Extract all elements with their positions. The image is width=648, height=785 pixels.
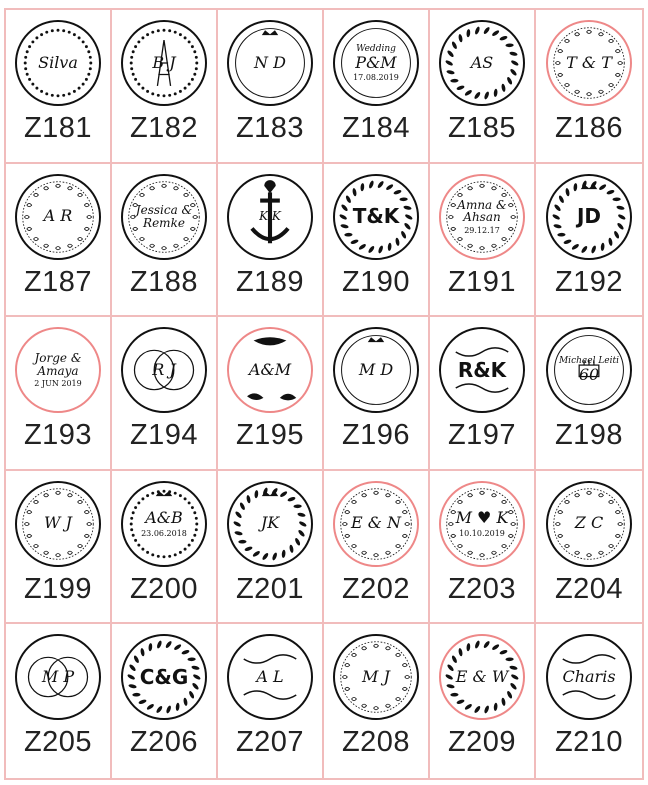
seal-monogram: Amna & Ahsan — [457, 197, 507, 225]
seal-monogram: Jorge & Amaya — [34, 351, 82, 378]
seal-monogram: Silva — [38, 52, 78, 72]
wax-seal-design — [546, 174, 632, 260]
seal-item[interactable] — [536, 10, 642, 164]
seal-monogram-block — [353, 206, 400, 227]
wax-seal-design — [439, 481, 525, 567]
seal-item[interactable] — [6, 10, 112, 164]
seal-item[interactable] — [218, 624, 324, 778]
seal-monogram-block — [152, 359, 176, 379]
seal-monogram-block — [562, 666, 616, 686]
seal-item[interactable] — [6, 317, 112, 471]
wax-seal-design — [227, 174, 313, 260]
seal-code-label: Z201 — [235, 572, 305, 605]
seal-code-label: Z210 — [554, 726, 624, 759]
seal-monogram-block — [362, 666, 390, 686]
seal-code-label: Z208 — [341, 726, 411, 759]
seal-code-label: Z189 — [235, 265, 305, 298]
wax-seal-design — [333, 174, 419, 260]
seal-monogram-block — [261, 515, 279, 532]
seal-monogram-block — [566, 52, 612, 72]
seal-code-label: Z190 — [341, 265, 411, 298]
seal-monogram-block — [575, 515, 603, 532]
seal-item[interactable] — [324, 317, 430, 471]
seal-code-label: Z192 — [554, 265, 624, 298]
seal-code-label: Z198 — [554, 419, 624, 452]
wax-seal-design — [15, 20, 101, 106]
seal-item[interactable] — [324, 624, 430, 778]
seal-code-label: Z204 — [554, 572, 624, 605]
seal-monogram-block — [152, 52, 176, 72]
seal-monogram: B J — [152, 52, 176, 72]
seal-code-label: Z186 — [554, 112, 624, 144]
seal-item[interactable] — [6, 624, 112, 778]
seal-item[interactable] — [112, 317, 218, 471]
seal-monogram-block — [248, 359, 292, 379]
wax-seal-design — [227, 634, 313, 720]
seal-code-label: Z183 — [235, 112, 305, 144]
wax-seal-design — [121, 327, 207, 413]
seal-code-label: Z207 — [235, 726, 305, 759]
seal-item[interactable] — [430, 10, 536, 164]
seal-monogram: JD — [576, 204, 602, 229]
seal-monogram-block — [38, 52, 78, 72]
seal-monogram-block — [358, 359, 394, 379]
seal-monogram: W J — [44, 513, 72, 533]
seal-monogram: N D — [254, 52, 286, 72]
seal-monogram-block — [44, 515, 72, 532]
seal-monogram: E & N — [350, 513, 402, 533]
seal-item[interactable] — [430, 164, 536, 318]
seal-monogram: M P — [41, 666, 75, 686]
wax-seal-design — [121, 174, 207, 260]
seal-item[interactable] — [218, 471, 324, 625]
seal-code-label: Z195 — [235, 419, 305, 452]
wax-seal-design — [227, 20, 313, 106]
seal-code-label: Z191 — [447, 265, 517, 298]
seal-monogram: R&K — [457, 357, 507, 382]
seal-monogram: M J — [362, 666, 390, 686]
seal-monogram-block — [353, 44, 399, 83]
seal-monogram: Charis — [562, 666, 616, 686]
seal-date: 10.10.2019 — [459, 528, 505, 538]
seal-item[interactable] — [536, 624, 642, 778]
seal-monogram: A&B — [145, 507, 183, 527]
seal-monogram-block — [130, 204, 198, 229]
seal-code-label: Z202 — [341, 572, 411, 605]
seal-item[interactable] — [218, 10, 324, 164]
seal-date: 17.08.2019 — [353, 73, 399, 83]
seal-monogram-block — [256, 666, 284, 686]
wax-seal-design — [333, 481, 419, 567]
seal-monogram-block — [139, 664, 189, 689]
seal-monogram-block — [141, 507, 187, 538]
seal-item[interactable] — [324, 164, 430, 318]
seal-monogram: K K — [259, 209, 281, 224]
seal-monogram-block — [351, 515, 401, 532]
seal-monogram: T&K — [352, 204, 400, 229]
seal-code-label: Z182 — [129, 112, 199, 144]
seal-item[interactable] — [536, 317, 642, 471]
wax-seal-design — [439, 634, 525, 720]
seal-catalog-grid — [4, 8, 644, 780]
seal-monogram-block — [41, 666, 75, 686]
seal-monogram: 60 — [578, 365, 600, 385]
seal-monogram-block — [577, 206, 601, 227]
seal-monogram: A L — [256, 666, 284, 686]
seal-monogram: AS — [470, 52, 494, 72]
seal-code-label: Z181 — [23, 112, 93, 144]
seal-monogram: C&G — [139, 664, 189, 689]
seal-monogram: Z C — [574, 513, 604, 533]
wax-seal-design — [227, 481, 313, 567]
wax-seal-design — [546, 20, 632, 106]
wax-seal-design — [546, 481, 632, 567]
seal-item[interactable] — [112, 624, 218, 778]
seal-monogram: JK — [260, 513, 280, 533]
seal-monogram-block — [470, 52, 494, 72]
seal-item[interactable] — [6, 471, 112, 625]
seal-code-label: Z194 — [129, 419, 199, 452]
seal-code-label: Z205 — [23, 726, 93, 759]
seal-item[interactable] — [112, 471, 218, 625]
seal-code-label: Z188 — [129, 265, 199, 298]
seal-monogram: R J — [152, 359, 176, 379]
wax-seal-design — [121, 634, 207, 720]
seal-date: 23.06.2018 — [141, 528, 187, 538]
wax-seal-design — [439, 20, 525, 106]
seal-top-text: Michael Leiti — [558, 356, 620, 367]
wax-seal-design — [15, 327, 101, 413]
wax-seal-design — [15, 481, 101, 567]
seal-monogram-block — [254, 52, 286, 72]
wax-seal-design — [15, 634, 101, 720]
seal-monogram-block — [44, 208, 73, 225]
seal-item[interactable] — [218, 164, 324, 318]
seal-monogram: A R — [43, 206, 73, 226]
seal-date: 2 JUN 2019 — [34, 379, 82, 389]
seal-item[interactable] — [324, 10, 430, 164]
seal-monogram: E & W — [455, 666, 509, 686]
seal-code-label: Z193 — [23, 419, 93, 452]
seal-code-label: Z203 — [447, 572, 517, 605]
wax-seal-design — [546, 634, 632, 720]
seal-code-label: Z196 — [341, 419, 411, 452]
wax-seal-design — [546, 327, 632, 413]
seal-code-label: Z200 — [129, 572, 199, 605]
seal-monogram: Jessica & Remke — [135, 203, 193, 230]
seal-item[interactable] — [430, 317, 536, 471]
seal-code-label: Z187 — [23, 265, 93, 298]
seal-item[interactable] — [112, 164, 218, 318]
seal-monogram-block — [455, 666, 509, 686]
seal-monogram: M D — [358, 359, 394, 379]
seal-code-label: Z197 — [447, 419, 517, 452]
wax-seal-design — [439, 174, 525, 260]
wax-seal-design — [333, 20, 419, 106]
seal-monogram-block — [457, 357, 507, 382]
wax-seal-design — [439, 327, 525, 413]
wax-seal-design — [333, 327, 419, 413]
seal-monogram: A&M — [248, 359, 292, 379]
seal-item[interactable] — [218, 317, 324, 471]
seal-item[interactable] — [536, 471, 642, 625]
seal-code-label: Z206 — [129, 726, 199, 759]
seal-monogram: M ♥ K — [455, 507, 509, 527]
seal-item[interactable] — [324, 471, 430, 625]
seal-code-label: Z185 — [447, 112, 517, 144]
seal-monogram: P&M — [355, 52, 397, 72]
seal-item[interactable] — [430, 624, 536, 778]
wax-seal-design — [121, 20, 207, 106]
seal-item[interactable] — [112, 10, 218, 164]
seal-item[interactable] — [430, 471, 536, 625]
seal-date: 29.12.17 — [464, 225, 500, 235]
seal-monogram-block — [455, 507, 509, 538]
wax-seal-design — [227, 327, 313, 413]
seal-code-label: Z209 — [447, 726, 517, 759]
wax-seal-design — [15, 174, 101, 260]
wax-seal-design — [333, 634, 419, 720]
seal-item[interactable] — [536, 164, 642, 318]
wax-seal-design — [121, 481, 207, 567]
seal-top-text: Wedding — [356, 43, 396, 54]
seal-monogram: T & T — [566, 52, 612, 72]
seal-code-label: Z184 — [341, 112, 411, 144]
seal-monogram-block — [259, 210, 281, 223]
seal-item[interactable] — [6, 164, 112, 318]
seal-code-label: Z199 — [23, 572, 93, 605]
